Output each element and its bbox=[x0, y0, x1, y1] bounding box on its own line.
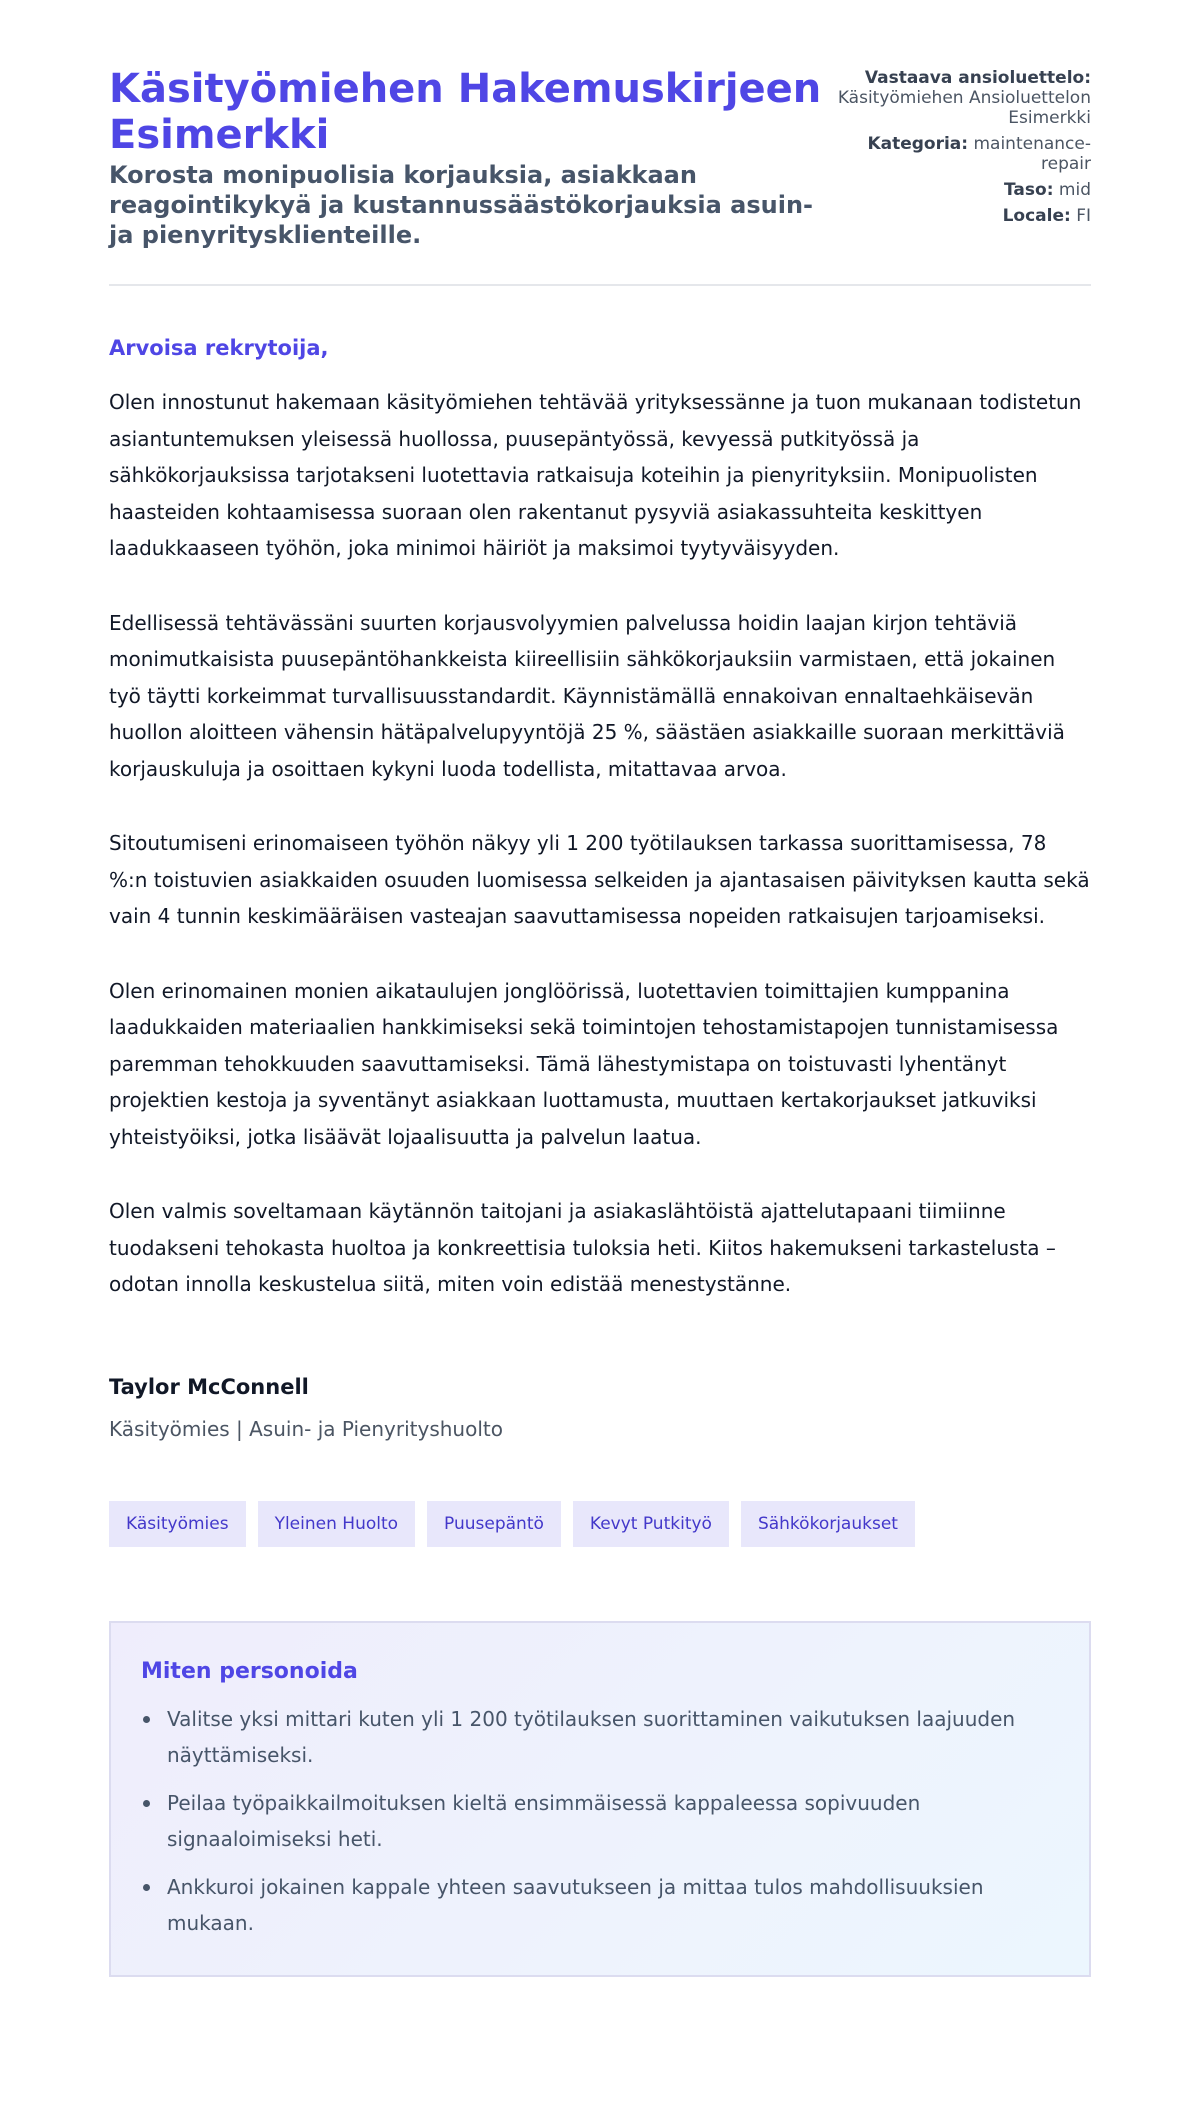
tip-item bbox=[141, 1701, 1059, 1773]
meta-value: mid bbox=[1058, 180, 1091, 200]
tag-list bbox=[109, 1501, 1091, 1547]
meta-key: Vastaava ansioluettelo: bbox=[864, 68, 1091, 88]
header-titles bbox=[109, 66, 829, 250]
letter-paragraph: Olen erinomainen monien aikataulujen jonglöörissä, luotettavien toimittajien kumppanina laadukkaiden materiaalien hankkimiseksi sekä toimintojen tehostamistapojen tunnistamisessa paremman tehokkuuden saavuttamiseksi. Tämä lähestymistapa on toistuvasti lyhentänyt projektien kestoja ja syventänyt asiakkaan luottamusta, muuttaen kertakorjaukset jatkuviksi yhteistyöiksi, jotka lisäävät lojaalisuutta ja palvelun laatua. bbox=[109, 978, 1059, 1149]
tip-item bbox=[141, 1785, 1059, 1857]
tip-text: Valitse yksi mittari kuten yli 1 200 työtilauksen suorittaminen vaikutuksen laajuuden näyttämiseksi. bbox=[167, 1706, 1016, 1767]
tag: Yleinen Huolto bbox=[258, 1501, 415, 1547]
tips-list bbox=[141, 1701, 1059, 1941]
page-title: Käsityömiehen Hakemuskirjeen Esimerkki bbox=[109, 66, 822, 158]
salutation: Arvoisa rekrytoija, bbox=[109, 336, 329, 360]
tips-title: Miten personoida bbox=[141, 1658, 358, 1684]
bullet-icon bbox=[143, 1800, 150, 1807]
tip-text: Ankkuroi jokainen kappale yhteen saavutukseen ja mittaa tulos mahdollisuuksien mukaan. bbox=[167, 1874, 984, 1935]
tip-text: Peilaa työpaikkailmoituksen kieltä ensimmäisessä kappaleessa sopivuuden signaaloimiseksi heti. bbox=[167, 1790, 921, 1851]
signature bbox=[109, 1373, 1091, 1443]
bullet-icon bbox=[143, 1884, 150, 1891]
meta-related-resume bbox=[831, 68, 1091, 128]
meta-key: Kategoria: bbox=[867, 134, 969, 154]
meta-category bbox=[831, 134, 1091, 174]
signature-name: Taylor McConnell bbox=[109, 1374, 309, 1399]
personalization-tips bbox=[109, 1621, 1091, 1977]
bullet-icon bbox=[143, 1716, 150, 1723]
page-subtitle: Korosta monipuolisia korjauksia, asiakkaan reagointikykyä ja kustannussäästökorjauksia asuin- ja pienyritysklienteille. bbox=[109, 161, 814, 249]
meta-info bbox=[831, 68, 1091, 232]
tag: Käsityömies bbox=[109, 1501, 246, 1547]
tag: Puusepäntö bbox=[427, 1501, 561, 1547]
letter-paragraph: Olen innostunut hakemaan käsityömiehen tehtävää yrityksessänne ja tuon mukanaan todistetun asiantuntemuksen yleisessä huollossa, puusepäntyössä, kevyessä putkityössä ja sähkökorjauksissa tarjotakseni luotettavia ratkaisuja koteihin ja pienyrityksiin. Monipuolisten haasteiden kohtaamisessa suoraan olen rakentanut pysyviä asiakassuhteita keskittyen laadukkaaseen työhön, joka minimoi häiriöt ja maksimoi tyytyväisyyden. bbox=[109, 390, 1082, 560]
letter-paragraph: Olen valmis soveltamaan käytännön taitojani ja asiakaslähtöistä ajattelutapaani tiimiinne tuodakseni tehokasta huoltoa ja konkreettisia tuloksia heti. Kiitos hakemukseni tarkastelusta – odotan innolla keskustelua siitä, miten voin edistää menestystänne. bbox=[109, 1199, 1056, 1296]
meta-value: Käsityömiehen Ansioluettelon Esimerkki bbox=[837, 88, 1091, 128]
letter-paragraph: Sitoutumiseni erinomaiseen työhön näkyy yli 1 200 työtilauksen tarkassa suorittamisessa, 78 %:n toistuvien asiakkaiden osuuden luomisessa selkeiden ja ajantasaisen päivityksen kautta sekä vain 4 tunnin keskimääräisen vasteajan saavuttamisessa nopeiden ratkaisujen tarjoamiseksi. bbox=[109, 831, 1090, 928]
tip-item bbox=[141, 1869, 1059, 1941]
page-header bbox=[109, 66, 1091, 286]
tag: Sähkökorjaukset bbox=[741, 1501, 915, 1547]
meta-value: FI bbox=[1076, 206, 1091, 226]
tag: Kevyt Putkityö bbox=[573, 1501, 729, 1547]
meta-level bbox=[831, 180, 1091, 200]
signature-role: Käsityömies | Asuin- ja Pienyrityshuolto bbox=[109, 1416, 503, 1441]
letter-body bbox=[109, 286, 1091, 1977]
meta-locale bbox=[831, 206, 1091, 226]
meta-value: maintenance-repair bbox=[973, 134, 1091, 174]
letter-paragraph: Edellisessä tehtävässäni suurten korjausvolyymien palvelussa hoidin laajan kirjon tehtäviä monimutkaisista puusepäntöhankkeista kiireellisiin sähkökorjauksiin varmistaen, että jokainen työ täytti korkeimmat turvallisuusstandardit. Käynnistämällä ennakoivan ennaltaehkäisevän huollon aloitteen vähensin hätäpalvelupyyntöjä 25 %, säästäen asiakkaille suoraan merkittäviä korjauskuluja ja osoittaen kykyni luoda todellista, mitattavaa arvoa. bbox=[109, 610, 1065, 781]
meta-key: Locale: bbox=[1002, 206, 1071, 226]
meta-key: Taso: bbox=[1004, 180, 1054, 200]
